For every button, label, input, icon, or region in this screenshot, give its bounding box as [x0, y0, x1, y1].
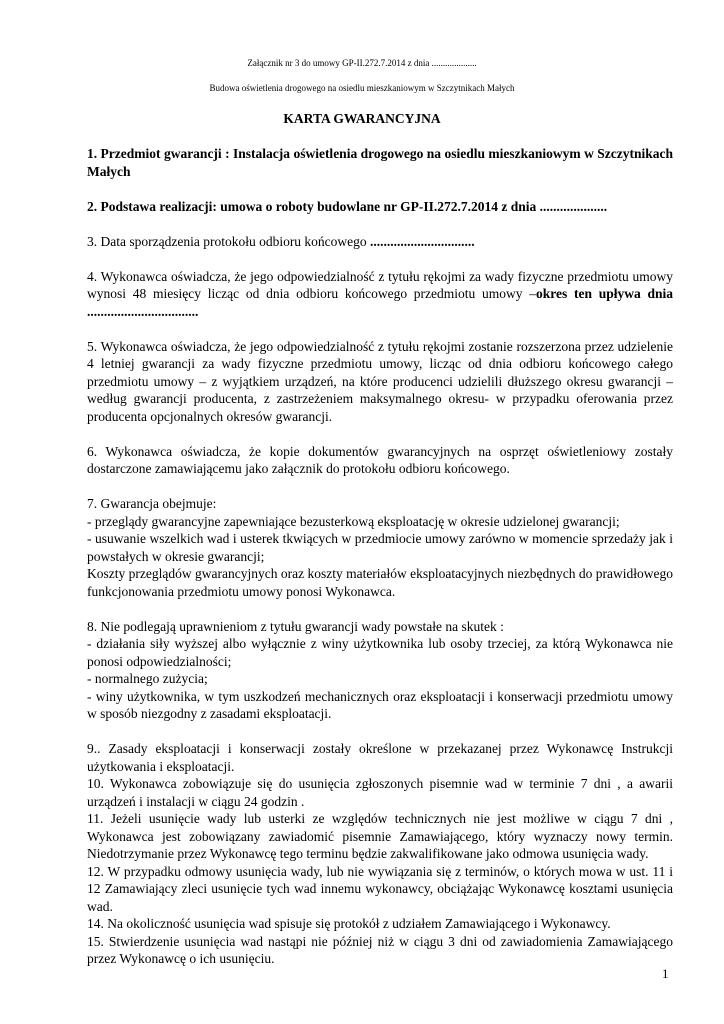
- section-3-dots: ...............................: [370, 233, 475, 249]
- section-7-item: - przeglądy gwarancyjne zapewniające bezusterkową eksploatację w okresie udzielonej gwarancji;: [87, 513, 620, 529]
- section-7-item: - usuwanie wszelkich wad i usterek tkwiących w przedmiocie umowy zarówno w momencie sprzedaży jak i powstałych w okresie gwarancji;: [87, 531, 673, 564]
- section-5: 5. Wykonawca oświadcza, że jego odpowiedzialność z tytułu rękojmi zostanie rozszerzona przez udzielenie 4 letniej gwarancji za wady fizyczne przedmiotu umowy, licząc od dnia odbioru końcowego całego przedmiotu umowy – z wyjątkiem urządzeń, na które producenci udzielili dłuższego okresu gwarancji –według gwarancji producenta, z zastrzeżeniem maksymalnego okresu- w przypadku oferowania przez producenta opcjonalnych okresów gwarancji.: [87, 338, 673, 424]
- section-9: 9.. Zasady eksploatacji i konserwacji zostały określone w przekazanej przez Wykonawcę Instrukcji użytkowania i eksploatacji.: [87, 741, 673, 774]
- section-7-heading: 7. Gwarancja obejmuje:: [87, 496, 217, 511]
- section-2: 2. Podstawa realizacji: umowa o roboty budowlane nr GP-II.272.7.2014 z dnia ....................: [87, 198, 608, 214]
- section-6: 6. Wykonawca oświadcza, że kopie dokumentów gwarancyjnych na osprzęt oświetleniowy zostały dostarczone zamawiającemu jako załącznik do protokołu odbioru końcowego.: [87, 443, 673, 476]
- section-8-item: - działania siły wyższej albo wyłącznie z winy użytkownika lub osoby trzeciej, za którą Wykonawca nie ponosi odpowiedzialności;: [87, 636, 673, 669]
- section-8-heading: 8. Nie podlegają uprawnieniom z tytułu gwarancji wady powstałe na skutek :: [87, 618, 504, 634]
- project-header: Budowa oświetlenia drogowego na osiedlu mieszkaniowym w Szczytnikach Małych: [209, 83, 515, 93]
- page-number: 1: [662, 966, 669, 981]
- section-14: 14. Na okoliczność usunięcia wad spisuje się protokół z udziałem Zamawiającego i Wykonawcy.: [87, 916, 611, 931]
- section-8-item: - winy użytkownika, w tym uszkodzeń mechanicznych oraz eksploatacji i konserwacji przedmiotu umowy w sposób niezgodny z zasadami eksploatacji.: [87, 688, 673, 721]
- document-body: [87, 145, 673, 968]
- section-1: 1. Przedmiot gwarancji : Instalacja oświetlenia drogowego na osiedlu mieszkaniowym w Szczytnikach Małych: [87, 146, 673, 179]
- section-4-text: 4. Wykonawca oświadcza, że jego odpowiedzialność z tytułu rękojmi za wady fizyczne przedmiotu umowy wynosi 48 miesięcy licząc od dnia odbioru końcowego przedmiotu umowy –: [87, 268, 673, 301]
- section-12: 12. W przypadku odmowy usunięcia wady, lub nie wywiązania się z terminów, o których mowa w ust. 11 i 12 Zamawiający zleci usunięcie tych wad innemu wykonawcy, obciążając Wykonawcę kosztami usunięcia wad.: [87, 863, 673, 914]
- section-7-item: Koszty przeglądów gwarancyjnych oraz koszty materiałów eksploatacyjnych niezbędnych do prawidłowego funkcjonowania przedmiotu umowy ponosi Wykonawca.: [87, 566, 673, 599]
- annex-header: Załącznik nr 3 do umowy GP-II.272.7.2014 z dnia ....................: [247, 58, 477, 68]
- section-4: [87, 268, 673, 321]
- section-15: 15. Stwierdzenie usunięcia wad nastąpi nie później niż w ciągu 3 dni od zawiadomienia Zamawiającego przez Wykonawcę o ich usunięciu.: [87, 933, 673, 966]
- section-11: 11. Jeżeli usunięcie wady lub usterki ze względów technicznych nie jest możliwe w ciągu 7 dni , Wykonawca jest zobowiązany zawiadomić pisemnie Zamawiającego, który wyznaczy nowy termin. Niedotrzymanie przez Wykonawcę tego terminu będzie zakwalifikowane jako odmowa usunięcia wady.: [87, 811, 673, 861]
- document-title: KARTA GWARANCYJNA: [283, 111, 441, 126]
- section-10: 10. Wykonawca zobowiązuje się do usunięcia zgłoszonych pisemnie wad w terminie 7 dni , a awarii urządzeń i instalacji w ciągu 24 godzin .: [87, 776, 673, 809]
- section-4-bold: okres ten upływa dnia .................................: [87, 286, 673, 319]
- section-3-text: 3. Data sporządzenia protokołu odbioru końcowego: [87, 233, 367, 249]
- section-3: [87, 233, 673, 251]
- section-8-item: - normalnego zużycia;: [87, 671, 208, 686]
